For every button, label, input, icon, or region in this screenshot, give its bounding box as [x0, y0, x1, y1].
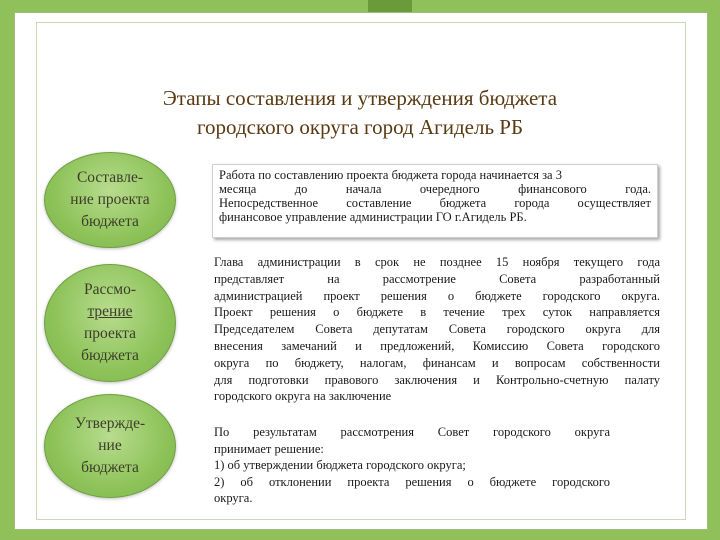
compile-description-box [212, 164, 658, 238]
compile-desc-line-3: Непосредственное составление бюджета города осуществляет [219, 196, 651, 210]
stage-review-line-3: проекта [83, 325, 137, 342]
review-desc-line-7: округа по бюджету, налогам, финансам и вопросам собственности [214, 355, 660, 370]
approve-desc-line-1: По результатам рассмотрения Совет городского округа [214, 425, 610, 439]
approve-desc-line-3: 1) об утверждении бюджета городского округа; [214, 458, 466, 473]
stage-compile-circle [44, 152, 176, 248]
review-desc-line-8: для подготовки правового заключения и Контрольно-счетную палату [214, 372, 660, 387]
compile-desc-line-4: финансовое управление администрации ГО г.Агидель РБ. [219, 210, 527, 224]
review-desc-line-2: представляет на рассмотрение Совета разработанный [214, 271, 660, 286]
slide-title-line-1: Этапы составления и утверждения бюджета [162, 86, 558, 110]
review-desc-line-4: Проект решения о бюджете в течение трех суток направляется [214, 305, 660, 320]
stage-review-circle [44, 264, 176, 382]
approve-desc-line-4: 2) об отклонении проекта решения о бюджете городского [214, 474, 610, 489]
stage-review-line-2: трение [87, 303, 133, 320]
slide-title [60, 84, 660, 142]
approve-desc-line-2: принимает решение: [214, 441, 324, 456]
review-desc-line-1: Глава администрации в срок не позднее 15 ноября текущего года [214, 255, 660, 269]
stage-review-line-1: Рассмо- [84, 281, 136, 298]
stage-compile-line-1: Составле- [76, 169, 144, 186]
compile-desc-line-1: Работа по составлению проекта бюджета города начинается за 3 [219, 168, 562, 182]
review-desc-line-6: внесения замечаний и предложений, Комиссию Совета городского [214, 338, 660, 353]
stage-compile-line-3: бюджета [81, 213, 139, 230]
approve-desc-line-5: округа. [214, 491, 253, 506]
compile-desc-line-2: месяца до начала очередного финансового года. [219, 182, 651, 196]
stage-approve-line-3: бюджета [81, 459, 139, 476]
stage-approve-line-1: Утвержде- [74, 415, 146, 432]
review-description-text [214, 254, 660, 405]
review-desc-line-3: администрацией проект решения о бюджете городского округа. [214, 288, 660, 303]
decorative-block-top-right [368, 0, 412, 12]
slide-title-line-2: городского округа город Агидель РБ [196, 115, 524, 139]
stage-approve-line-2: ние [98, 437, 122, 454]
approve-description-text [214, 424, 610, 507]
review-desc-line-9: городского округа на заключение [214, 389, 392, 404]
stage-compile-line-2: ние проекта [70, 191, 150, 208]
review-desc-line-5: Председателем Совета депутатам Совета городского округа для [214, 322, 660, 337]
stage-review-line-4: бюджета [81, 347, 139, 364]
stage-approve-circle [44, 394, 176, 498]
